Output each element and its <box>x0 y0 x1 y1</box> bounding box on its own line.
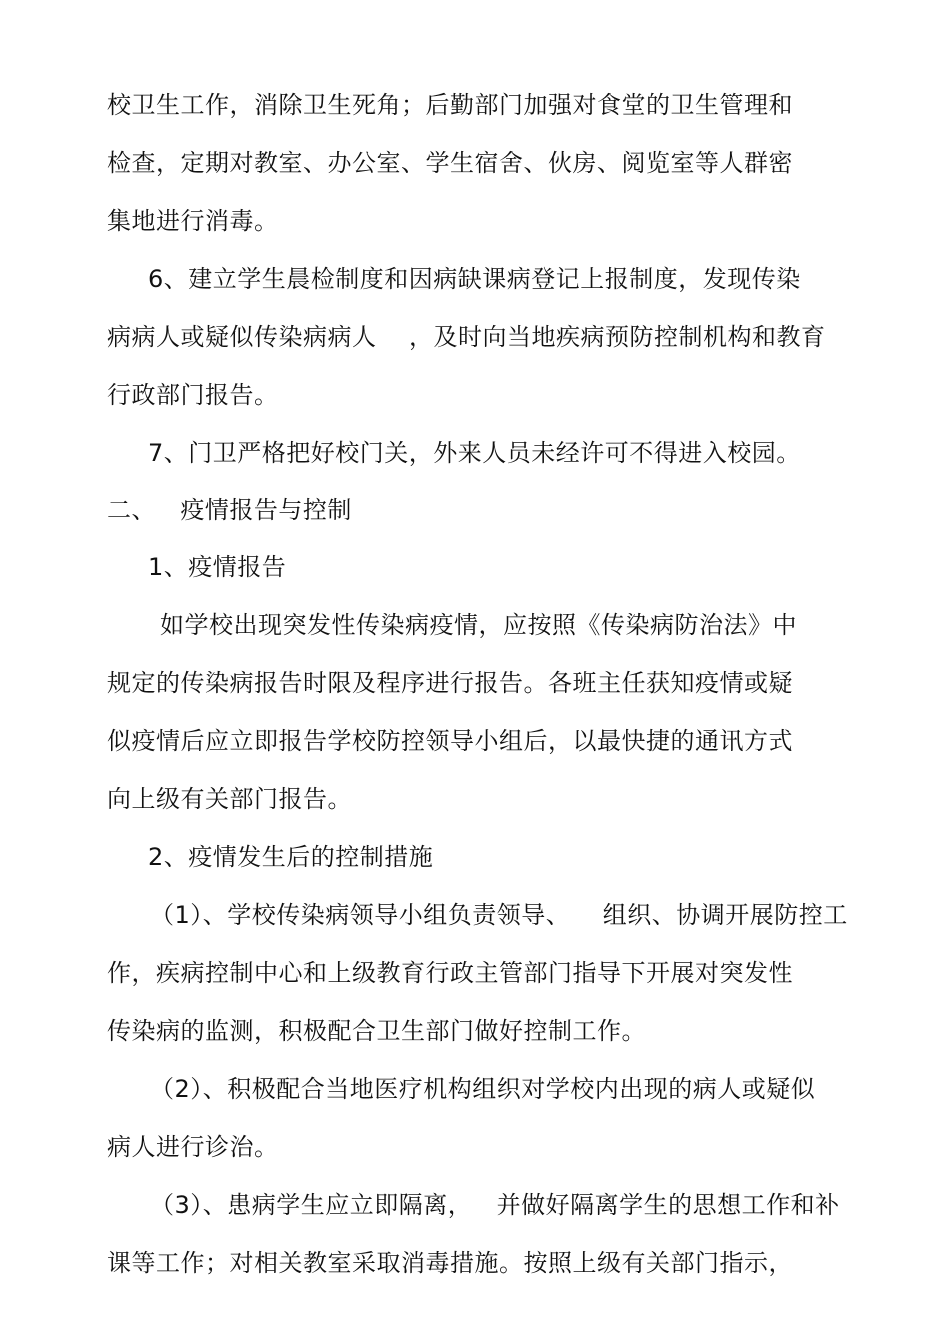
paragraph-line: 行政部门报告。 <box>107 381 279 409</box>
paragraph-line: 检查，定期对教室、办公室、学生宿舍、伙房、阅览室等人群密 <box>107 149 793 177</box>
paragraph-line: 向上级有关部门报告。 <box>107 785 352 813</box>
paragraph-line: 如学校出现突发性传染病疫情，应按照《传染病防治法》中 <box>160 611 797 639</box>
paragraph-line: 病人进行诊治。 <box>107 1133 279 1161</box>
paragraph-line: 作，疾病控制中心和上级教育行政主管部门指导下开展对突发性 <box>107 959 793 987</box>
subsection-heading: 1、疫情报告 <box>148 553 287 581</box>
paragraph-line: 似疫情后应立即报告学校防控领导小组后，以最快捷的通讯方式 <box>107 727 793 755</box>
paragraph-line: 6、建立学生晨检制度和因病缺课病登记上报制度，发现传染 <box>148 265 801 293</box>
paragraph-line: （1）、学校传染病领导小组负责领导、 组织、协调开展防控工 <box>150 901 848 929</box>
paragraph-line: 传染病的监测，积极配合卫生部门做好控制工作。 <box>107 1017 646 1045</box>
paragraph-line: 7、门卫严格把好校门关，外来人员未经许可不得进入校园。 <box>148 439 801 467</box>
paragraph-line: 校卫生工作，消除卫生死角；后勤部门加强对食堂的卫生管理和 <box>107 91 793 119</box>
paragraph-line: 集地进行消毒。 <box>107 207 279 235</box>
paragraph-line: 规定的传染病报告时限及程序进行报告。各班主任获知疫情或疑 <box>107 669 793 697</box>
section-heading: 二、 疫情报告与控制 <box>107 496 352 524</box>
paragraph-line: 课等工作；对相关教室采取消毒措施。按照上级有关部门指示， <box>107 1249 793 1277</box>
paragraph-line: （3）、患病学生应立即隔离， 并做好隔离学生的思想工作和补 <box>150 1191 840 1219</box>
paragraph-line: 病病人或疑似传染病病人 ，及时向当地疾病预防控制机构和教育 <box>107 323 826 351</box>
paragraph-line: （2）、积极配合当地医疗机构组织对学校内出现的病人或疑似 <box>150 1075 816 1103</box>
subsection-heading: 2、疫情发生后的控制措施 <box>148 843 434 871</box>
